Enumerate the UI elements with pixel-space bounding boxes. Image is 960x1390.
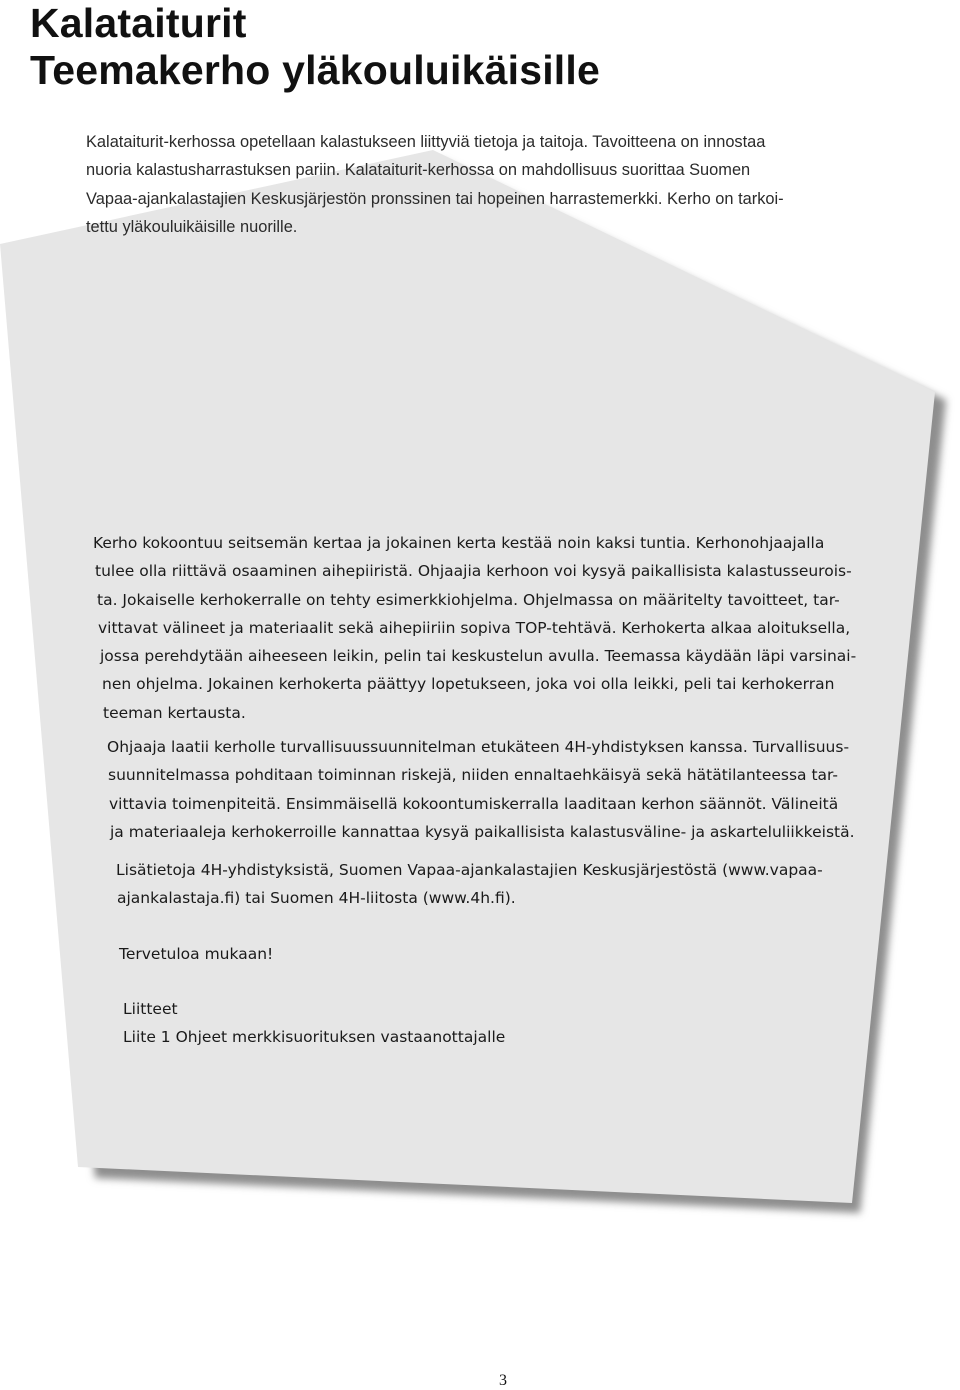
text-line: Kalataiturit-kerhossa opetellaan kalastukseen liittyviä tietoja ja taitoja. Tavoitteena on innostaa bbox=[86, 133, 766, 151]
text-line: ja materiaaleja kerhokerroille kannattaa kysyä paikallisista kalastusväline- ja askarteluliikkeistä. bbox=[110, 822, 855, 841]
text-line: teeman kertausta. bbox=[103, 703, 246, 722]
page-title bbox=[30, 0, 600, 94]
text-line: vittavat välineet ja materiaalit sekä aihepiiriin sopiva TOP-tehtävä. Kerhokerta alkaa aloituksella, bbox=[98, 618, 851, 637]
text-line: Vapaa-ajankalastajien Keskusjärjestön pronssinen tai hopeinen harrastemerkki. Kerho on tarkoi- bbox=[86, 189, 784, 208]
intro-paragraph bbox=[86, 128, 784, 241]
text-line: nen ohjelma. Jokainen kerhokerta päättyy lopetukseen, joka voi olla leikki, peli tai kerhokerran bbox=[102, 675, 835, 694]
attachment-item: Liite 1 Ohjeet merkkisuorituksen vastaanottajalle bbox=[123, 1028, 506, 1047]
safety-paragraph bbox=[107, 733, 855, 846]
text-line: suunnitelmassa pohditaan toiminnan riskejä, niiden ennaltaehkäisyä sekä hätätilanteessa tar- bbox=[108, 766, 839, 785]
attachments-section bbox=[123, 995, 505, 1052]
text-line: Lisätietoja 4H-yhdistyksistä, Suomen Vapaa-ajankalastajien Keskusjärjestöstä (www.vapaa- bbox=[116, 861, 823, 879]
info-paragraph bbox=[116, 856, 823, 913]
page-number: 3 bbox=[499, 1372, 507, 1389]
welcome-text: Tervetuloa mukaan! bbox=[119, 945, 274, 963]
text-line: nuoria kalastusharrastuksen pariin. Kalataiturit-kerhossa on mahdollisuus suorittaa Suomen bbox=[86, 161, 751, 180]
text-line: tettu yläkouluikäisille nuorille. bbox=[86, 217, 298, 236]
attachments-heading: Liitteet bbox=[123, 1000, 178, 1018]
text-line: tulee olla riittävä osaaminen aihepiiristä. Ohjaajia kerhoon voi kysyä paikallisista kalastusseurois- bbox=[95, 562, 852, 581]
text-line: Ohjaaja laatii kerholle turvallisuussuunnitelman etukäteen 4H-yhdistyksen kanssa. Turvallisuus- bbox=[107, 738, 850, 756]
text-line: vittavia toimenpiteitä. Ensimmäisellä kokoontumiskerralla laaditaan kerhon säännöt. Välineitä bbox=[109, 794, 839, 813]
title-line-2: Teemakerho yläkouluikäisille bbox=[30, 47, 600, 93]
text-line: Kerho kokoontuu seitsemän kertaa ja jokainen kerta kestää noin kaksi tuntia. Kerhonohjaajalla bbox=[93, 534, 825, 552]
text-line: ta. Jokaiselle kerhokerralle on tehty esimerkkiohjelma. Ohjelmassa on määritelty tavoitteet, tar- bbox=[97, 590, 840, 609]
text-line: jossa perehdytään aiheeseen leikin, pelin tai keskustelun avulla. Teemassa käydään läpi varsinai- bbox=[100, 647, 857, 666]
meeting-paragraph bbox=[93, 529, 856, 727]
title-line-1: Kalataiturit bbox=[30, 0, 247, 46]
text-line: ajankalastaja.fi) tai Suomen 4H-liitosta (www.4h.fi). bbox=[117, 889, 516, 908]
